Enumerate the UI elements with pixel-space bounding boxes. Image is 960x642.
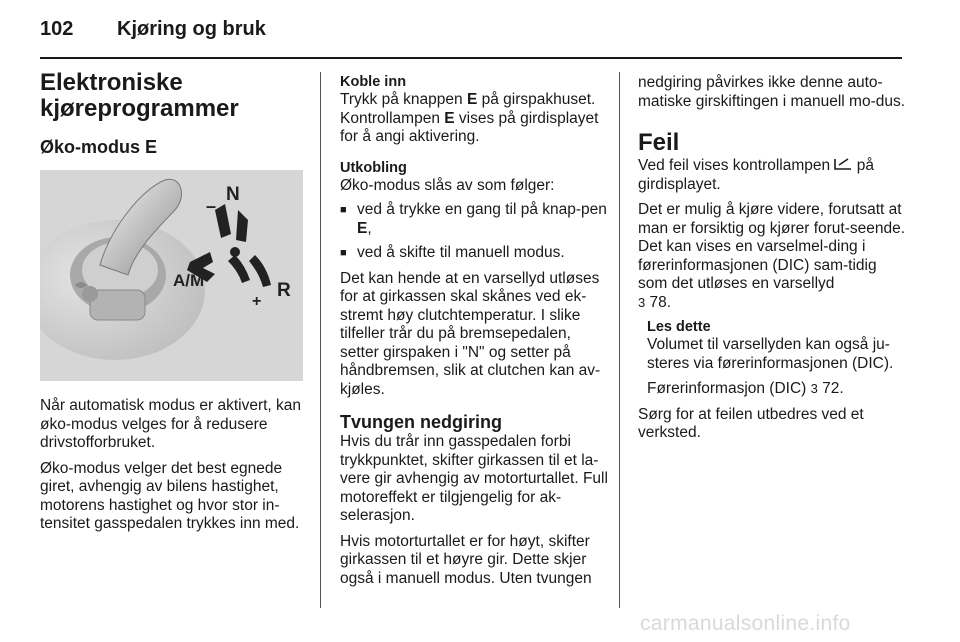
note-paragraph: Volumet til varsellyden kan også ju-steres via førerinformasjonen (DIC). — [647, 336, 894, 372]
continued-paragraph: nedgiring påvirkes ikke denne auto-matiske girskiftingen i manuell mo-dus. — [638, 74, 906, 110]
note-reference — [647, 380, 906, 399]
feil-paragraph-1 — [638, 157, 906, 194]
text-run: vises på girdisplayet for å angi aktivering. — [340, 109, 599, 145]
text-run: , — [367, 219, 372, 237]
tvungen-paragraph-1: Hvis du trår inn gasspedalen forbi trykkpunktet, skifter girkassen til et la-vere gir avhengig av motorturtallet. Full motoreffekt er tilgjengelig for ak-selerasjon. — [340, 433, 608, 524]
gear-label-n: N — [226, 184, 240, 205]
gear-label-r: R — [277, 280, 291, 301]
watermark: carmanualsonline.info — [640, 612, 851, 635]
gear-label-minus: – — [206, 196, 217, 216]
utkobling-intro: Øko-modus slås av som følger: — [340, 176, 555, 194]
eco-mode-paragraph-2: Øko-modus velger det best egnede giret, avhengig av bilens hastighet, motorens hastighet og hvor stor in-tensitet gasspedalen trykkes inn med. — [40, 459, 300, 532]
gear-label-am: A/M — [173, 271, 205, 290]
page-reference-78 — [638, 294, 906, 313]
utkobling-heading: Utkobling — [340, 159, 407, 176]
column-divider-2 — [619, 72, 620, 608]
koble-inn-paragraph — [340, 91, 608, 147]
reference-page[interactable]: 78. — [645, 293, 672, 311]
feil-heading: Feil — [638, 129, 680, 156]
eco-key-label: E — [357, 219, 368, 237]
column-3 — [638, 74, 906, 443]
gear-label-plus: + — [252, 293, 262, 310]
text-run: Ved feil vises kontrollampen — [638, 157, 835, 174]
final-paragraph: Sørg for at feilen utbedres ved et verksted. — [638, 405, 864, 441]
text-run: Trykk på knappen — [340, 91, 467, 108]
header-rule — [40, 57, 902, 59]
clutch-warning-paragraph: Det kan hende at en varsellyd utløses for at girkassen skal skånes ved ek-stremt høy clutchtemperatur. I slike tilfeller trår du på bremsepedalen, setter girspaken i "N" og setter på håndbremsen, slik at clutchen kan av-kjøles. — [340, 269, 601, 398]
feil-paragraph-2: Det er mulig å kjøre videre, forutsatt at man er forsiktig og kjører forut-seende. Det kan vises en varselmel-ding i førerinformasjonen (DIC) sam-tidig som det utløses en varsellyd — [638, 201, 906, 292]
reference-arrow-icon: 3 — [810, 381, 818, 396]
text-run: Førerinformasjon (DIC) — [647, 380, 811, 397]
reference-page[interactable]: 72. — [817, 380, 844, 397]
utkobling-list — [340, 201, 608, 263]
note-box — [638, 319, 906, 399]
eco-mode-heading: Øko-modus E — [40, 137, 158, 157]
tvungen-nedgiring-heading: Tvungen nedgiring — [340, 412, 502, 432]
list-item — [340, 201, 608, 238]
koble-inn-heading: Koble inn — [340, 74, 407, 90]
text-run: ved å trykke en gang til på knap-pen — [357, 201, 607, 218]
header-title: Kjøring og bruk — [117, 18, 266, 40]
page-number: 102 — [40, 18, 74, 40]
column-divider-1 — [320, 72, 321, 608]
column-2 — [340, 74, 608, 588]
eco-key-label: E — [466, 91, 478, 108]
eco-key-label: E — [444, 109, 455, 127]
reference-arrow-icon: 3 — [638, 294, 646, 310]
eco-mode-paragraph-1: Når automatisk modus er aktivert, kan øko-modus velges for å redusere drivstofforbruket. — [40, 397, 302, 451]
tvungen-paragraph-2: Hvis motorturtallet er for høyt, skifter girkassen til et høyre gir. Dette skjer også i manuell modus. Uten tvungen — [340, 532, 592, 587]
page-header — [0, 0, 960, 60]
fault-lamp-icon — [834, 157, 852, 171]
gear-lever-figure — [40, 170, 303, 381]
text-run: på girspakhuset. Kontrollampen — [340, 91, 596, 127]
list-item: ■ ved å skifte til manuell modus. — [340, 244, 608, 263]
column-1 — [40, 70, 308, 158]
section-heading: Elektroniske kjøreprogrammer — [40, 69, 239, 122]
gear-lever-illustration — [40, 170, 303, 381]
note-heading: Les dette — [647, 319, 711, 335]
column-1-body — [40, 397, 308, 534]
text-run: på girdisplayet. — [638, 157, 874, 193]
